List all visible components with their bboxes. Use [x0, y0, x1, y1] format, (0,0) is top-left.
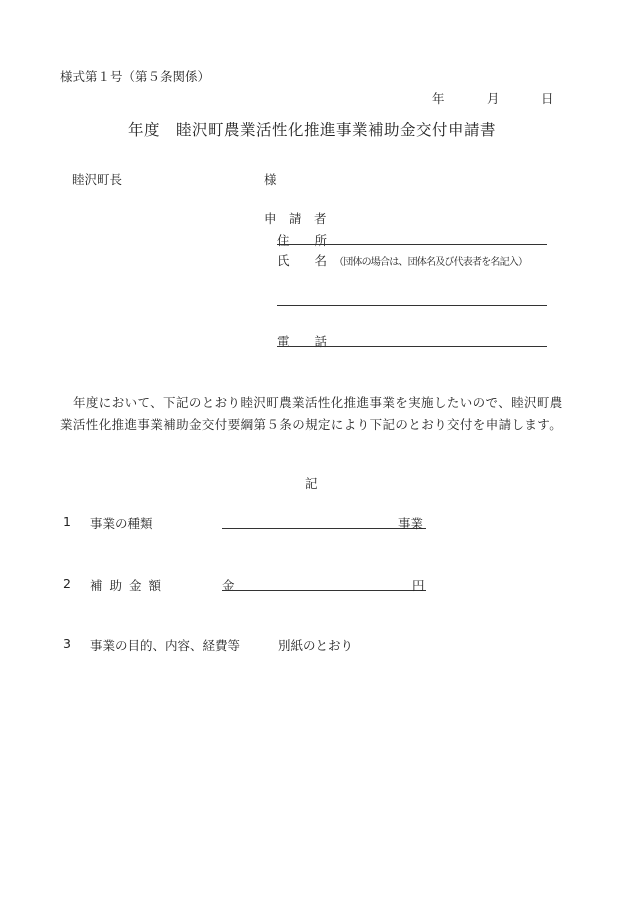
form-number: 様式第１号（第５条関係）: [60, 69, 211, 84]
address-label: 住 所: [277, 233, 328, 248]
item-3-number: 3: [63, 636, 71, 651]
item-2-number: 2: [63, 576, 71, 591]
phone-label: 電 話: [277, 334, 328, 349]
addressee-name: 睦沢町長: [72, 172, 123, 187]
name-label: 氏 名: [277, 253, 328, 268]
item-1-suffix: 事業: [398, 516, 424, 531]
document-title: 年度 睦沢町農業活性化推進事業補助金交付申請書: [128, 121, 497, 139]
item-2-line: [222, 590, 426, 591]
item-1-number: 1: [63, 514, 71, 529]
item-2-label: 補助金額: [90, 578, 169, 593]
item-1-label: 事業の種類: [90, 516, 153, 531]
name-note: （団体の場合は、団体名及び代表者を名記入）: [334, 257, 528, 268]
ki-heading: 記: [305, 476, 318, 491]
applicant-heading: 申 請 者: [264, 211, 327, 226]
item-2-prefix: 金: [222, 578, 235, 593]
date-month-label: 月: [487, 91, 500, 106]
body-paragraph: 年度において、下記のとおり睦沢町農業活性化推進事業を実施したいので、睦沢町農業活性化推進事業補助金交付要綱第５条の規定により下記のとおり交付を申請します。: [60, 395, 563, 432]
item-3-value: 別紙のとおり: [278, 638, 354, 653]
item-3-label: 事業の目的、内容、経費等: [90, 638, 241, 653]
phone-line: [277, 346, 547, 347]
date-year-label: 年: [432, 91, 445, 106]
name-line: [277, 305, 547, 306]
address-line: [277, 244, 547, 245]
date-day-label: 日: [541, 91, 554, 106]
item-2-suffix: 円: [412, 578, 425, 593]
item-1-line: [222, 528, 426, 529]
addressee-honorific: 様: [264, 172, 277, 187]
